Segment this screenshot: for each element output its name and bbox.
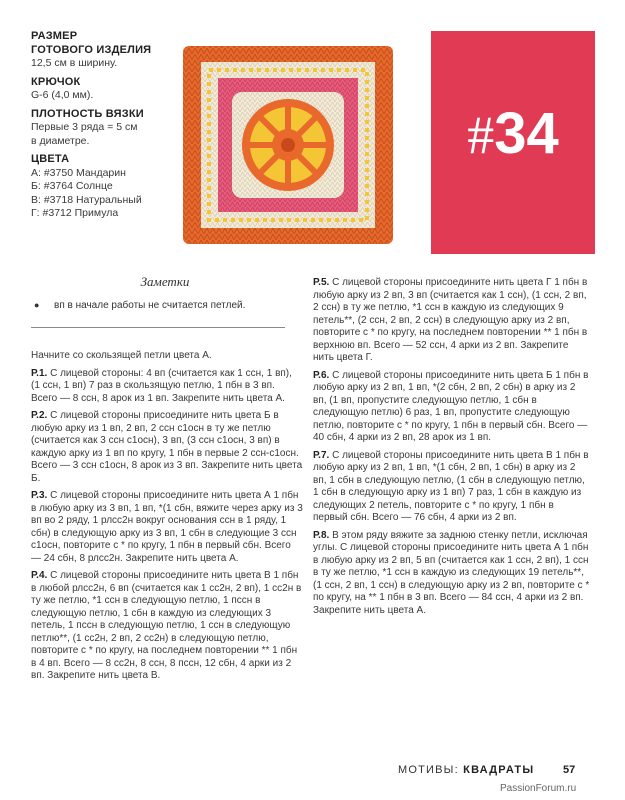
row-instruction: Р.6. С лицевой стороны присоедините нить цвета Б 1 пбн в любую арку из 2 вп, 1 вп, *(2 сбн, 2 вп, 2 сбн) в арку из 2 вп, (1 вп, пропустите следующую петлю, 1 сбн в следующую петлю) 6 раз, 1 вп, пропустите следующую петлю, повторите с * по кругу, 1 пбн в первый сбн. Всего — 40 сбн, 4 арки из 2 вп, 28 арок из 1 вп.	[313, 369, 589, 443]
row-instruction: Р.5. С лицевой стороны присоедините нить цвета Г 1 пбн в любую арку из 2 вп, 3 вп (считается как 1 ссн), (1 ссн, 2 вп, 2 ссн) в ту же петлю, *1 ссн в каждую из следующих 9 петель**, (2 ссн, 2 вп, 2 ссн) в следующую арку из 2 вп, повторите с * по кругу, на последнем повторении ** 1 пбн в верхнюю вп. Всего — 52 ссн, 4 арки из 2 вп. Закрепите нить цвета Г.	[313, 277, 588, 363]
notes-item	[34, 300, 245, 311]
notes-divider	[31, 327, 285, 328]
bullet-icon: ●	[34, 300, 40, 310]
info-line: Б: #3764 Солнце	[31, 180, 113, 192]
info-heading: ПЛОТНОСТЬ ВЯЗКИ	[31, 107, 144, 120]
pattern-number	[431, 100, 595, 167]
info-size	[31, 30, 181, 71]
notes-title: Заметки	[140, 274, 190, 289]
row-instruction: Р.4. С лицевой стороны присоедините нить цвета В 1 пбн в любой рлсс2н, 6 вп (считается как 1 сс2н, 2 вп), 1 сс2н в ту же петлю, *1 ссн в следующую петлю, 1 пссн в следующую петлю, 1 сбн в каждую из следующих 3 петель, 1 пссн в следующую петлю, 1 ссн в следующую петлю**, (1 сс2н, 2 вп, 2 сс2н) в следующую петлю, повторите с * по кругу, на последнем повторении ** 1 пбн в 4 вп. Всего — 8 сс2н, 8 ссн, 8 пссн, 12 сбн, 4 арки из 2 вп. Закрепите нить цвета В.	[31, 570, 302, 681]
info-block	[31, 30, 181, 226]
info-line: 12,5 см в ширину.	[31, 57, 118, 69]
info-colors	[31, 153, 181, 221]
instructions-right-column	[313, 277, 591, 622]
row-instruction: Р.7. С лицевой стороны присоедините нить цвета В 1 пбн в любую арку из 2 вп, 1 вп, *(1 сбн, 2 вп, 1 сбн) в арку из 2 вп, 1 сбн в следующую петлю, (1 сбн в следующую петлю, 1 сбн в следующую арку из 1 вп) 7 раз, 1 сбн в каждую из следующих 2 петель, повторите с * по кругу, 1 пбн в первый сбн. Всего — 76 сбн, 4 арки из 2 вп.	[313, 449, 589, 523]
info-heading: ЦВЕТА	[31, 153, 70, 165]
intro-text: Начните со скользящей петли цвета А.	[31, 350, 212, 361]
site-watermark: PassionForum.ru	[500, 783, 577, 794]
row-instruction: Р.8. В этом ряду вяжите за заднюю стенку петли, исключая углы. С лицевой стороны присоедините нить цвета А 1 пбн в любую арку из 2 вп, 5 вп (считается как 1 ссн, 2 вп), 1 ссн в ту же петлю, *1 ссн в каждую из следующих 19 петель**, (1 ссн, 2 вп, 1 ссн) в следующую арку из 2 вп, повторите с * по кругу, на ** 1 пбн в 3 вп. Всего — 84 ссн, 4 арки из 2 вп. Закрепите нить цвета А.	[313, 529, 590, 616]
info-line: G-6 (4,0 мм).	[31, 89, 94, 101]
section-footer: МОТИВЫ: КВАДРАТЫ	[398, 764, 535, 776]
hash-sign: #	[467, 105, 495, 165]
info-hook	[31, 76, 181, 103]
info-gauge	[31, 108, 181, 149]
pattern-number-value: 34	[494, 101, 559, 166]
info-line: в диаметре.	[31, 134, 90, 147]
info-line: Г: #3712 Примула	[31, 207, 119, 219]
info-heading: РАЗМЕР ГОТОВОГО ИЗДЕЛИЯ	[31, 30, 152, 56]
crochet-square-photo	[180, 42, 396, 248]
info-line: В: #3718 Натуральный	[31, 193, 142, 206]
instructions-left-column	[31, 350, 303, 688]
row-instruction: Р.1. С лицевой стороны: 4 вп (считается как 1 ссн, 1 вп), (1 ссн, 1 вп) 7 раз в скользящую петлю, 1 пбн в 3 вп. Всего — 8 ссн, 8 арок из 1 вп. Закрепите нить цвета А.	[31, 367, 292, 404]
row-instruction: Р.3. С лицевой стороны присоедините нить цвета А 1 пбн в любую арку из 3 вп, 1 вп, *(1 сбн, вяжите через арку из 3 вп во 2 ряду, 1 рлсс2н вокруг основания ссн в 1 ряду, 1 сбн) в следующую арку из 3 вп, 1 сбн в следующие 3 ссн с1осн, повторите с * по кругу, 1 пбн в первый сбн. Всего — 24 сбн, 8 рлсс2н. Закрепите нить цвета А.	[31, 490, 303, 564]
info-line: Первые 3 ряда = 5 см	[31, 121, 138, 133]
row-instruction: Р.2. С лицевой стороны присоедините нить цвета Б в любую арку из 1 вп, 2 вп, 2 ссн с1осн в ту же петлю (считается как 3 ссн с1осн), 3 вп, (3 ссн с1осн, 3 вп) в каждую арку из 1 вп по кругу, 1 пбн в первые 2 ссн-с1осн. Всего — 3 ссн с1осн, 8 арок из 3 вп. Закрепите нить цвета Б.	[31, 410, 303, 484]
info-line: А: #3750 Мандарин	[31, 166, 126, 179]
notes-item-text: вп в начале работы не считается петлей.	[54, 300, 246, 311]
page-number: 57	[563, 764, 576, 776]
info-heading: КРЮЧОК	[31, 75, 81, 88]
